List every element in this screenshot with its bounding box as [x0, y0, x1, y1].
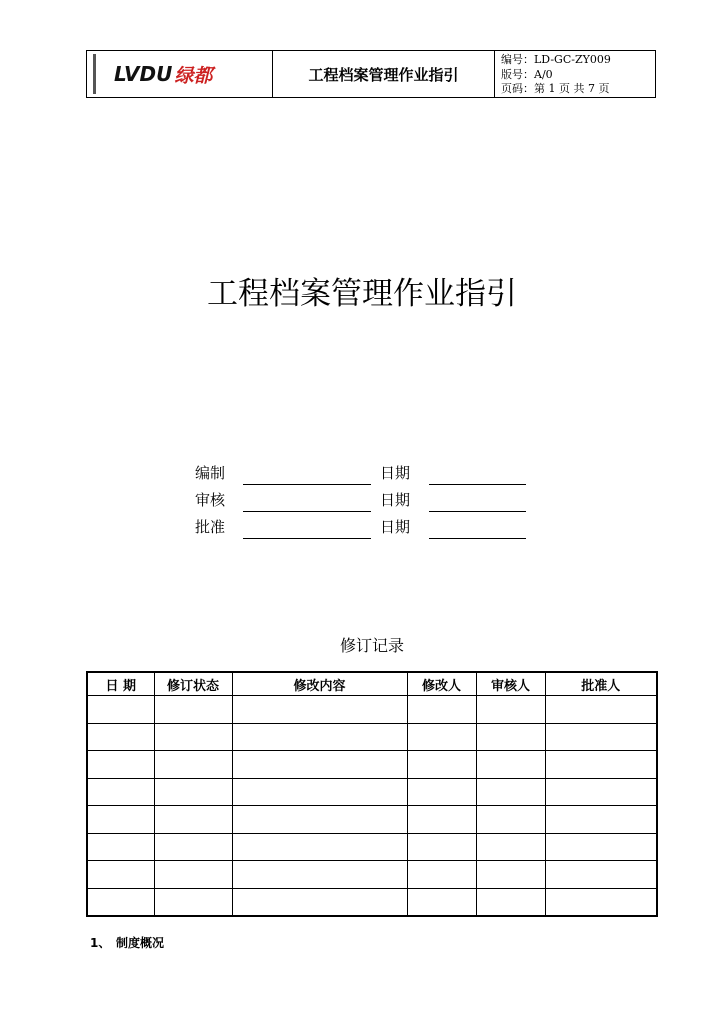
table-cell: [476, 806, 545, 834]
table-cell: [154, 751, 232, 779]
prepared-by-line: [243, 484, 371, 485]
table-cell: [232, 696, 407, 724]
table-cell: [87, 751, 154, 779]
table-cell: [87, 861, 154, 889]
table-cell: [232, 806, 407, 834]
reviewed-by-label: 审核: [195, 491, 226, 509]
revision-header-row: [87, 672, 657, 696]
approved-by-label: 批准: [195, 518, 226, 536]
column-header-status: 修订状态: [154, 672, 232, 696]
revision-table: [86, 671, 658, 917]
table-cell: [232, 778, 407, 806]
table-cell: [87, 833, 154, 861]
table-cell: [232, 888, 407, 916]
reviewed-date-label: 日期: [380, 491, 411, 509]
table-cell: [407, 833, 476, 861]
column-header-content: 修改内容: [232, 672, 407, 696]
column-header-date: 日 期: [87, 672, 154, 696]
table-cell: [545, 778, 657, 806]
document-header: [86, 50, 656, 98]
table-row: [87, 696, 657, 724]
table-cell: [407, 806, 476, 834]
table-cell: [87, 778, 154, 806]
table-row: [87, 861, 657, 889]
table-cell: [407, 723, 476, 751]
table-cell: [476, 888, 545, 916]
table-cell: [545, 861, 657, 889]
table-cell: [232, 723, 407, 751]
table-cell: [154, 696, 232, 724]
table-cell: [476, 723, 545, 751]
page-number: 页码：第 1 页 共 7 页: [501, 82, 610, 95]
approved-date-label: 日期: [380, 518, 411, 536]
table-cell: [407, 888, 476, 916]
table-row: [87, 723, 657, 751]
table-cell: [545, 696, 657, 724]
approved-date-line: [429, 538, 526, 539]
table-cell: [87, 806, 154, 834]
approved-by-line: [243, 538, 371, 539]
table-cell: [476, 861, 545, 889]
page-title: 工程档案管理作业指引: [207, 276, 517, 312]
logo-text-en: LVDU: [114, 62, 173, 86]
table-cell: [476, 778, 545, 806]
table-cell: [476, 833, 545, 861]
header-meta: [495, 51, 655, 97]
company-logo: [93, 54, 265, 94]
table-cell: [476, 751, 545, 779]
table-row: [87, 806, 657, 834]
logo-cell: [87, 51, 273, 97]
table-cell: [154, 806, 232, 834]
table-cell: [232, 861, 407, 889]
column-header-approver: 批准人: [545, 672, 657, 696]
section-heading: [90, 934, 164, 951]
table-row: [87, 778, 657, 806]
table-cell: [545, 751, 657, 779]
table-cell: [154, 833, 232, 861]
table-cell: [545, 723, 657, 751]
document-version: 版号：A/0: [501, 67, 553, 81]
prepared-by-label: 编制: [195, 464, 226, 482]
reviewed-by-line: [243, 511, 371, 512]
table-cell: [87, 696, 154, 724]
prepared-date-line: [429, 484, 526, 485]
prepared-date-label: 日期: [380, 464, 411, 482]
table-cell: [545, 888, 657, 916]
table-cell: [154, 888, 232, 916]
reviewed-date-line: [429, 511, 526, 512]
column-header-reviewer: 审核人: [476, 672, 545, 696]
table-cell: [407, 778, 476, 806]
document-code: 编号：LD-GC-ZY009: [501, 53, 611, 66]
table-cell: [407, 751, 476, 779]
table-row: [87, 888, 657, 916]
table-cell: [545, 833, 657, 861]
column-header-modifier: 修改人: [407, 672, 476, 696]
table-cell: [545, 806, 657, 834]
table-cell: [154, 723, 232, 751]
table-cell: [232, 751, 407, 779]
header-title: 工程档案管理作业指引: [273, 51, 495, 97]
table-cell: [87, 723, 154, 751]
table-cell: [476, 696, 545, 724]
section-title: 制度概况: [116, 936, 165, 950]
table-cell: [407, 696, 476, 724]
table-cell: [87, 888, 154, 916]
table-row: [87, 833, 657, 861]
table-cell: [154, 778, 232, 806]
revision-title: 修订记录: [339, 636, 404, 655]
table-cell: [407, 861, 476, 889]
table-cell: [154, 861, 232, 889]
table-row: [87, 751, 657, 779]
logo-text-cn: 绿都: [174, 64, 213, 87]
section-number: 1、: [90, 936, 111, 950]
table-cell: [232, 833, 407, 861]
